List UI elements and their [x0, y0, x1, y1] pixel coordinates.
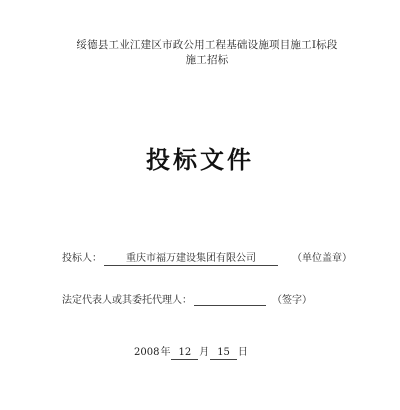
date-month-unit: 月 [199, 347, 210, 358]
date-day-unit: 日 [237, 347, 248, 358]
project-title-line-2: 施工招标 [185, 54, 229, 66]
project-title-line-1: 绥德县工业江建区市政公用工程基础设施项目施工Ⅰ标段 [76, 39, 338, 51]
representative-label: 法定代表人或其委托代理人： [62, 295, 192, 306]
seal-note: （单位盖章） [292, 253, 352, 264]
bidder-label: 投标人： [62, 253, 102, 264]
representative-row [62, 291, 312, 306]
bidder-row [62, 249, 352, 266]
signature-blank [194, 295, 266, 306]
signature-note: （签字） [272, 295, 312, 306]
date-year: 2008 [134, 347, 160, 358]
date-month: 12 [171, 347, 198, 360]
date-day: 15 [210, 347, 237, 360]
document-title: 投标文件 [146, 145, 254, 174]
project-title [62, 38, 352, 68]
date-year-unit: 年 [160, 347, 171, 358]
bidder-name: 重庆市福万建设集团有限公司 [104, 249, 278, 266]
date-row [134, 343, 249, 360]
